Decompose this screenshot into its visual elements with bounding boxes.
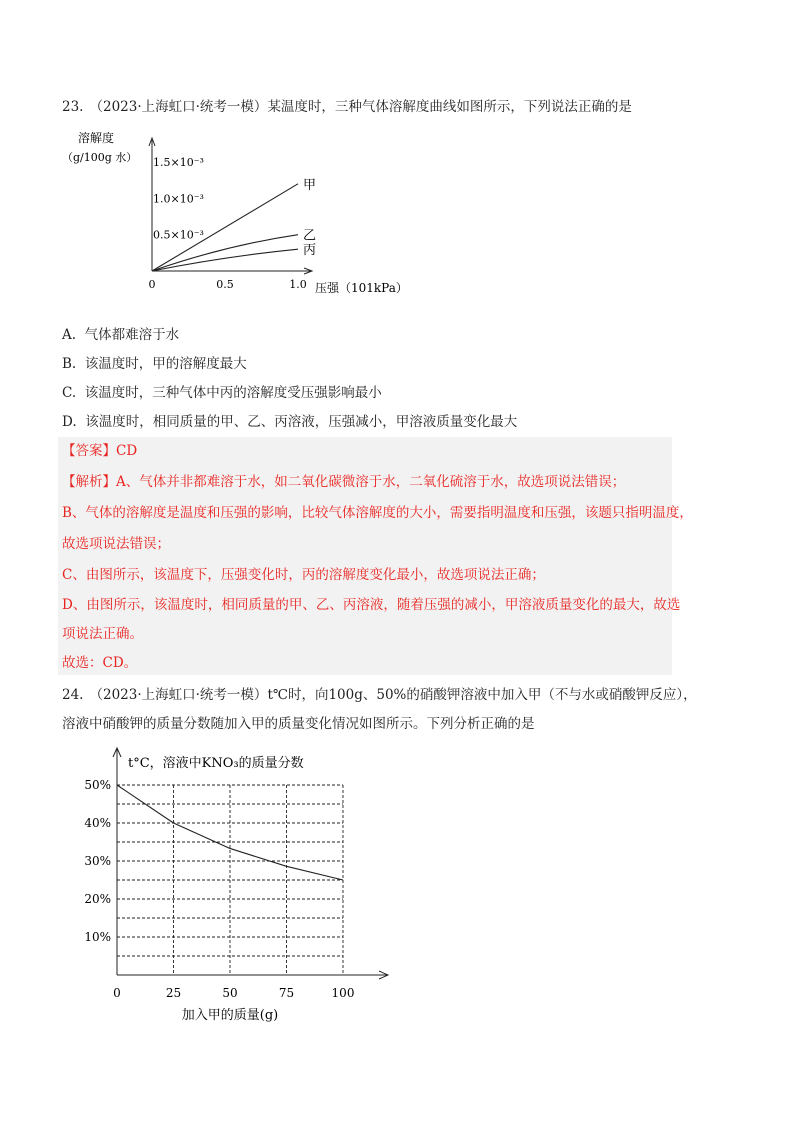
q23-option-b[interactable]: [62, 354, 247, 374]
analysis-line: C、由图所示，该温度下，压强变化时，丙的溶解度变化最小，故选项说法正确；: [62, 567, 545, 583]
q24-text-line1: t℃时，向100g、50%的硝酸钾溶液中加入甲（不与水或硝酸钾反应），: [267, 687, 697, 703]
option-text: 该温度时，相同质量的甲、乙、丙溶液，压强减小，甲溶液质量变化最大: [85, 414, 518, 430]
answer-label: 【答案】CD: [62, 443, 138, 459]
x-tick-label: 0: [113, 986, 121, 1000]
q24-number: 24.: [62, 687, 84, 703]
option-text: 气体都难溶于水: [84, 327, 180, 343]
option-text: 该温度时，三种气体中丙的溶解度受压强影响最小: [84, 385, 382, 401]
q24-stem-line2: 溶液中硝酸钾的质量分数随加入甲的质量变化情况如图所示。下列分析正确的是: [62, 716, 535, 732]
x-tick-label: 25: [165, 986, 182, 1000]
y-tick-label: 50%: [84, 778, 111, 792]
q23-option-d[interactable]: [62, 412, 517, 432]
series-line: [152, 249, 298, 271]
x-tick-label: 100: [331, 986, 355, 1000]
solubility-chart: [60, 132, 420, 304]
y-tick-label: 1.0×10⁻³: [153, 192, 204, 206]
q23-text: 某温度时，三种气体溶解度曲线如图所示，下列说法正确的是: [267, 99, 632, 115]
option-label: C.: [62, 385, 77, 401]
q23-option-a[interactable]: [62, 325, 179, 345]
y-tick-label: 0.5×10⁻³: [153, 228, 204, 242]
q24-source: （2023·上海虹口·统考一模）: [89, 687, 268, 703]
analysis-line: 故选项说法错误；: [62, 536, 170, 552]
y-tick-label: 40%: [84, 816, 111, 830]
analysis-line: 故选：CD。: [62, 655, 138, 671]
analysis-line: B、气体的溶解度是温度和压强的影响，比较气体溶解度的大小，需要指明温度和压强，该题只指明温度，: [62, 505, 693, 521]
x-tick-label: 75: [278, 986, 295, 1000]
y-axis-label: （g/100g 水）: [62, 151, 138, 164]
chart-title: t°C，溶液中KNO₃的质量分数: [128, 756, 304, 771]
y-tick-label: 30%: [84, 854, 111, 868]
x-tick-label: 0: [148, 278, 156, 291]
analysis-line: 项说法正确。: [62, 626, 143, 642]
series-label: 甲: [303, 177, 317, 193]
x-tick-label: 50: [222, 986, 238, 1000]
y-tick-label: 1.5×10⁻³: [153, 156, 204, 169]
option-label: B.: [62, 356, 77, 372]
series-label: 乙: [303, 228, 317, 244]
y-tick-label: 10%: [84, 930, 111, 944]
q23-number: 23.: [62, 99, 84, 115]
q23-stem: [62, 97, 632, 117]
kno3-fraction-chart: [60, 745, 420, 1030]
q23-source: （2023·上海虹口·统考一模）: [89, 99, 268, 115]
y-tick-label: 20%: [84, 892, 111, 906]
x-tick-label: 1.0: [289, 278, 307, 291]
q23-option-c[interactable]: [62, 383, 382, 403]
option-label: D.: [62, 414, 77, 430]
option-label: A.: [62, 327, 77, 343]
series-label: 丙: [303, 243, 317, 259]
x-axis-label: 加入甲的质量(g): [181, 1008, 279, 1023]
option-text: 该温度时，甲的溶解度最大: [84, 356, 247, 372]
x-tick-label: 0.5: [216, 278, 234, 291]
analysis-line: 【解析】A、气体并非都难溶于水，如二氧化碳微溶于水，二氧化硫溶于水，故选项说法错误；: [62, 474, 626, 490]
y-axis-label: 溶解度: [78, 132, 115, 145]
q24-stem-line1: [62, 685, 697, 705]
x-axis-label: 压强（101kPa）: [315, 281, 408, 295]
analysis-line: D、由图所示，该温度时，相同质量的甲、乙、丙溶液，随着压强的减小，甲溶液质量变化的最大，故选: [62, 597, 681, 613]
